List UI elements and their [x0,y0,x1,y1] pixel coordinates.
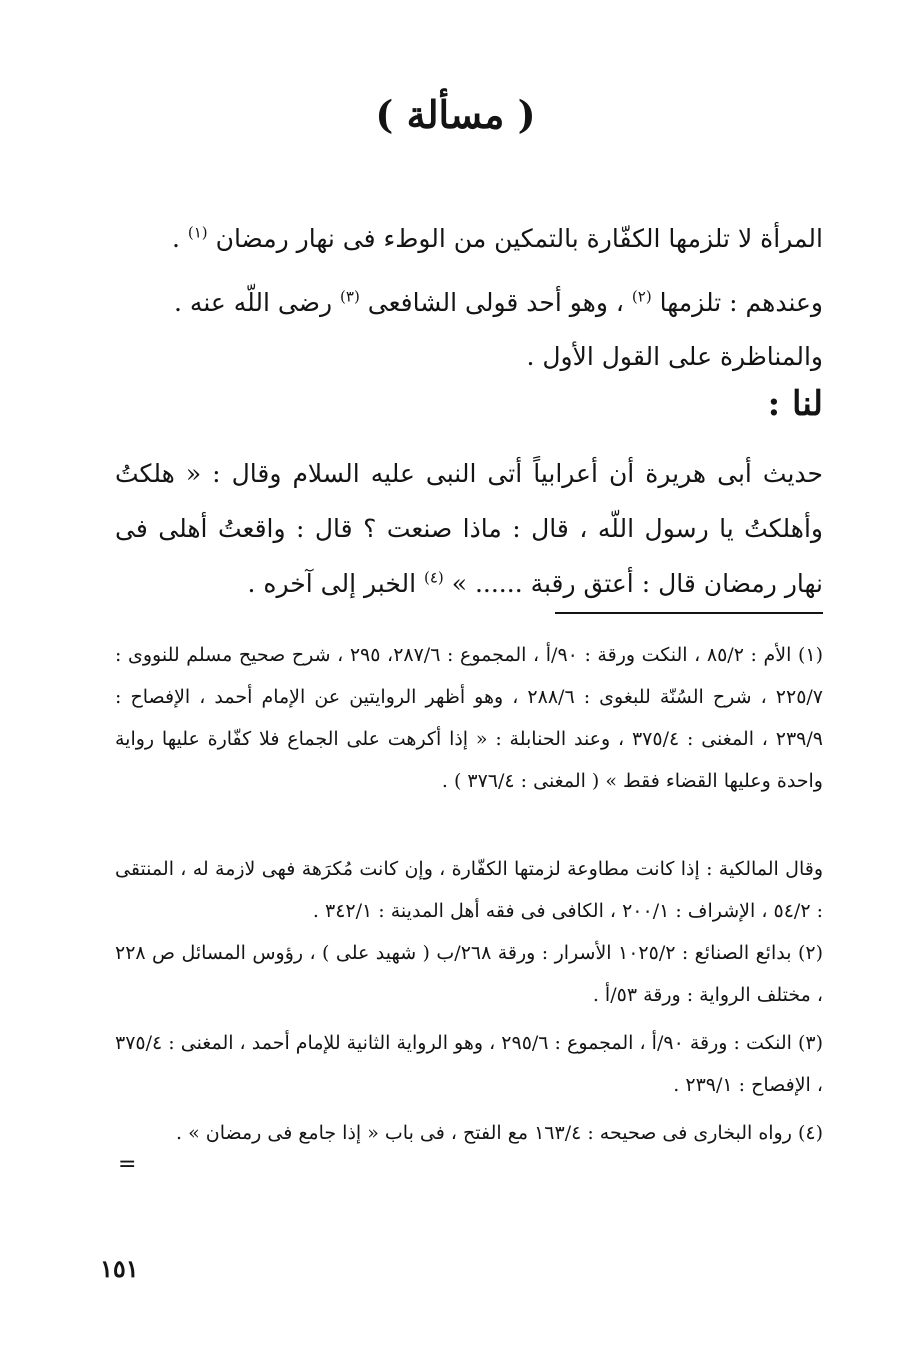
footnote-ref-4: (٤) [423,568,444,587]
paragraph-2-part-c: رضى اللّه عنه . [174,288,341,317]
footnote-4: (٤) رواه البخارى فى صحيحه : ١٦٣/٤ مع الفتح ، فى باب « إذا جامع فى رمضان » . [176,1122,823,1144]
paragraph-3: والمناظرة على القول الأول . [526,342,823,371]
section-heading-lana: لنا : [767,384,823,424]
footnote-1: (١) الأم : ٨٥/٢ ، النكت ورقة : ٩٠/أ ، المجموع : ٢٨٧/٦، ٢٩٥ ، شرح صحيح مسلم للنووى : ٢٢٥/٧ ، شرح السُنّة للبغوى : ٢٨٨/٦ ، وهو أظهر الروايتين عن الإمام أحمد ، الإفصاح : ٢٣٩/٩ ، المغنى : ٣٧٥/٤ ، وعند الحنابلة : « إذا أكرهت على الجماع فلا كفّارة عليها رواية واحدة وعليها القضاء فقط » ( المغنى : ٣٧٦/٤ ) . [115,644,824,792]
footnote-ref-1: (١) [187,223,208,242]
paragraph-2 [115,276,823,330]
page-title: ( مسألة ) [375,92,536,137]
paragraph-2-part-a: وعندهم : تلزمها [651,288,823,317]
footnote-3: (٣) النكت : ورقة ٩٠/أ ، المجموع : ٢٩٥/٦ ، وهو الرواية الثانية للإمام أحمد ، المغنى : ٣٧٥/٤ ، الإفصاح : ٢٣٩/١ . [115,1032,824,1096]
paragraph-1-text: المرأة لا تلزمها الكفّارة بالتمكين من الوطء فى نهار رمضان [215,224,823,253]
hadith-text: حديث أبى هريرة أن أعرابياً أتى النبى عليه السلام وقال : « هلكتُ وأهلكتُ يا رسول اللّه ، قال : ماذا صنعت ؟ قال : واقعتُ أهلى فى نهار رمضان قال : أعتق رقبة ...... » [115,459,823,598]
paragraph-1-end: . [171,224,188,253]
footnote-ref-2: (٢) [631,287,652,306]
footnote-separator [555,612,823,614]
footnote-ref-3: (٣) [340,287,360,306]
paragraph-2-part-b: ، وهو أحد قولى الشافعى [359,288,632,317]
footnote-1-continuation: وقال المالكية : إذا كانت مطاوعة لزمتها الكفّارة ، وإن كانت مُكرَهة فهى لازمة له ، المنتقى : ٥٤/٢ ، الإشراف : ٢٠٠/١ ، الكافى فى فقه أهل المدينة : ٣٤٢/١ . [115,858,823,922]
hadith-paragraph [115,446,823,611]
continuation-mark: = [118,1152,137,1177]
hadith-text-end: الخبر إلى آخره . [247,569,424,598]
page-number: ١٥١ [100,1254,139,1283]
footnote-2: (٢) بدائع الصنائع : ١٠٢٥/٢ الأسرار : ورقة ٢٦٨/ب ( شهيد على ) ، رؤوس المسائل ص ٢٢٨ ، مختلف الرواية : ورقة ٥٣/أ . [115,942,823,1006]
paragraph-1 [115,212,823,266]
